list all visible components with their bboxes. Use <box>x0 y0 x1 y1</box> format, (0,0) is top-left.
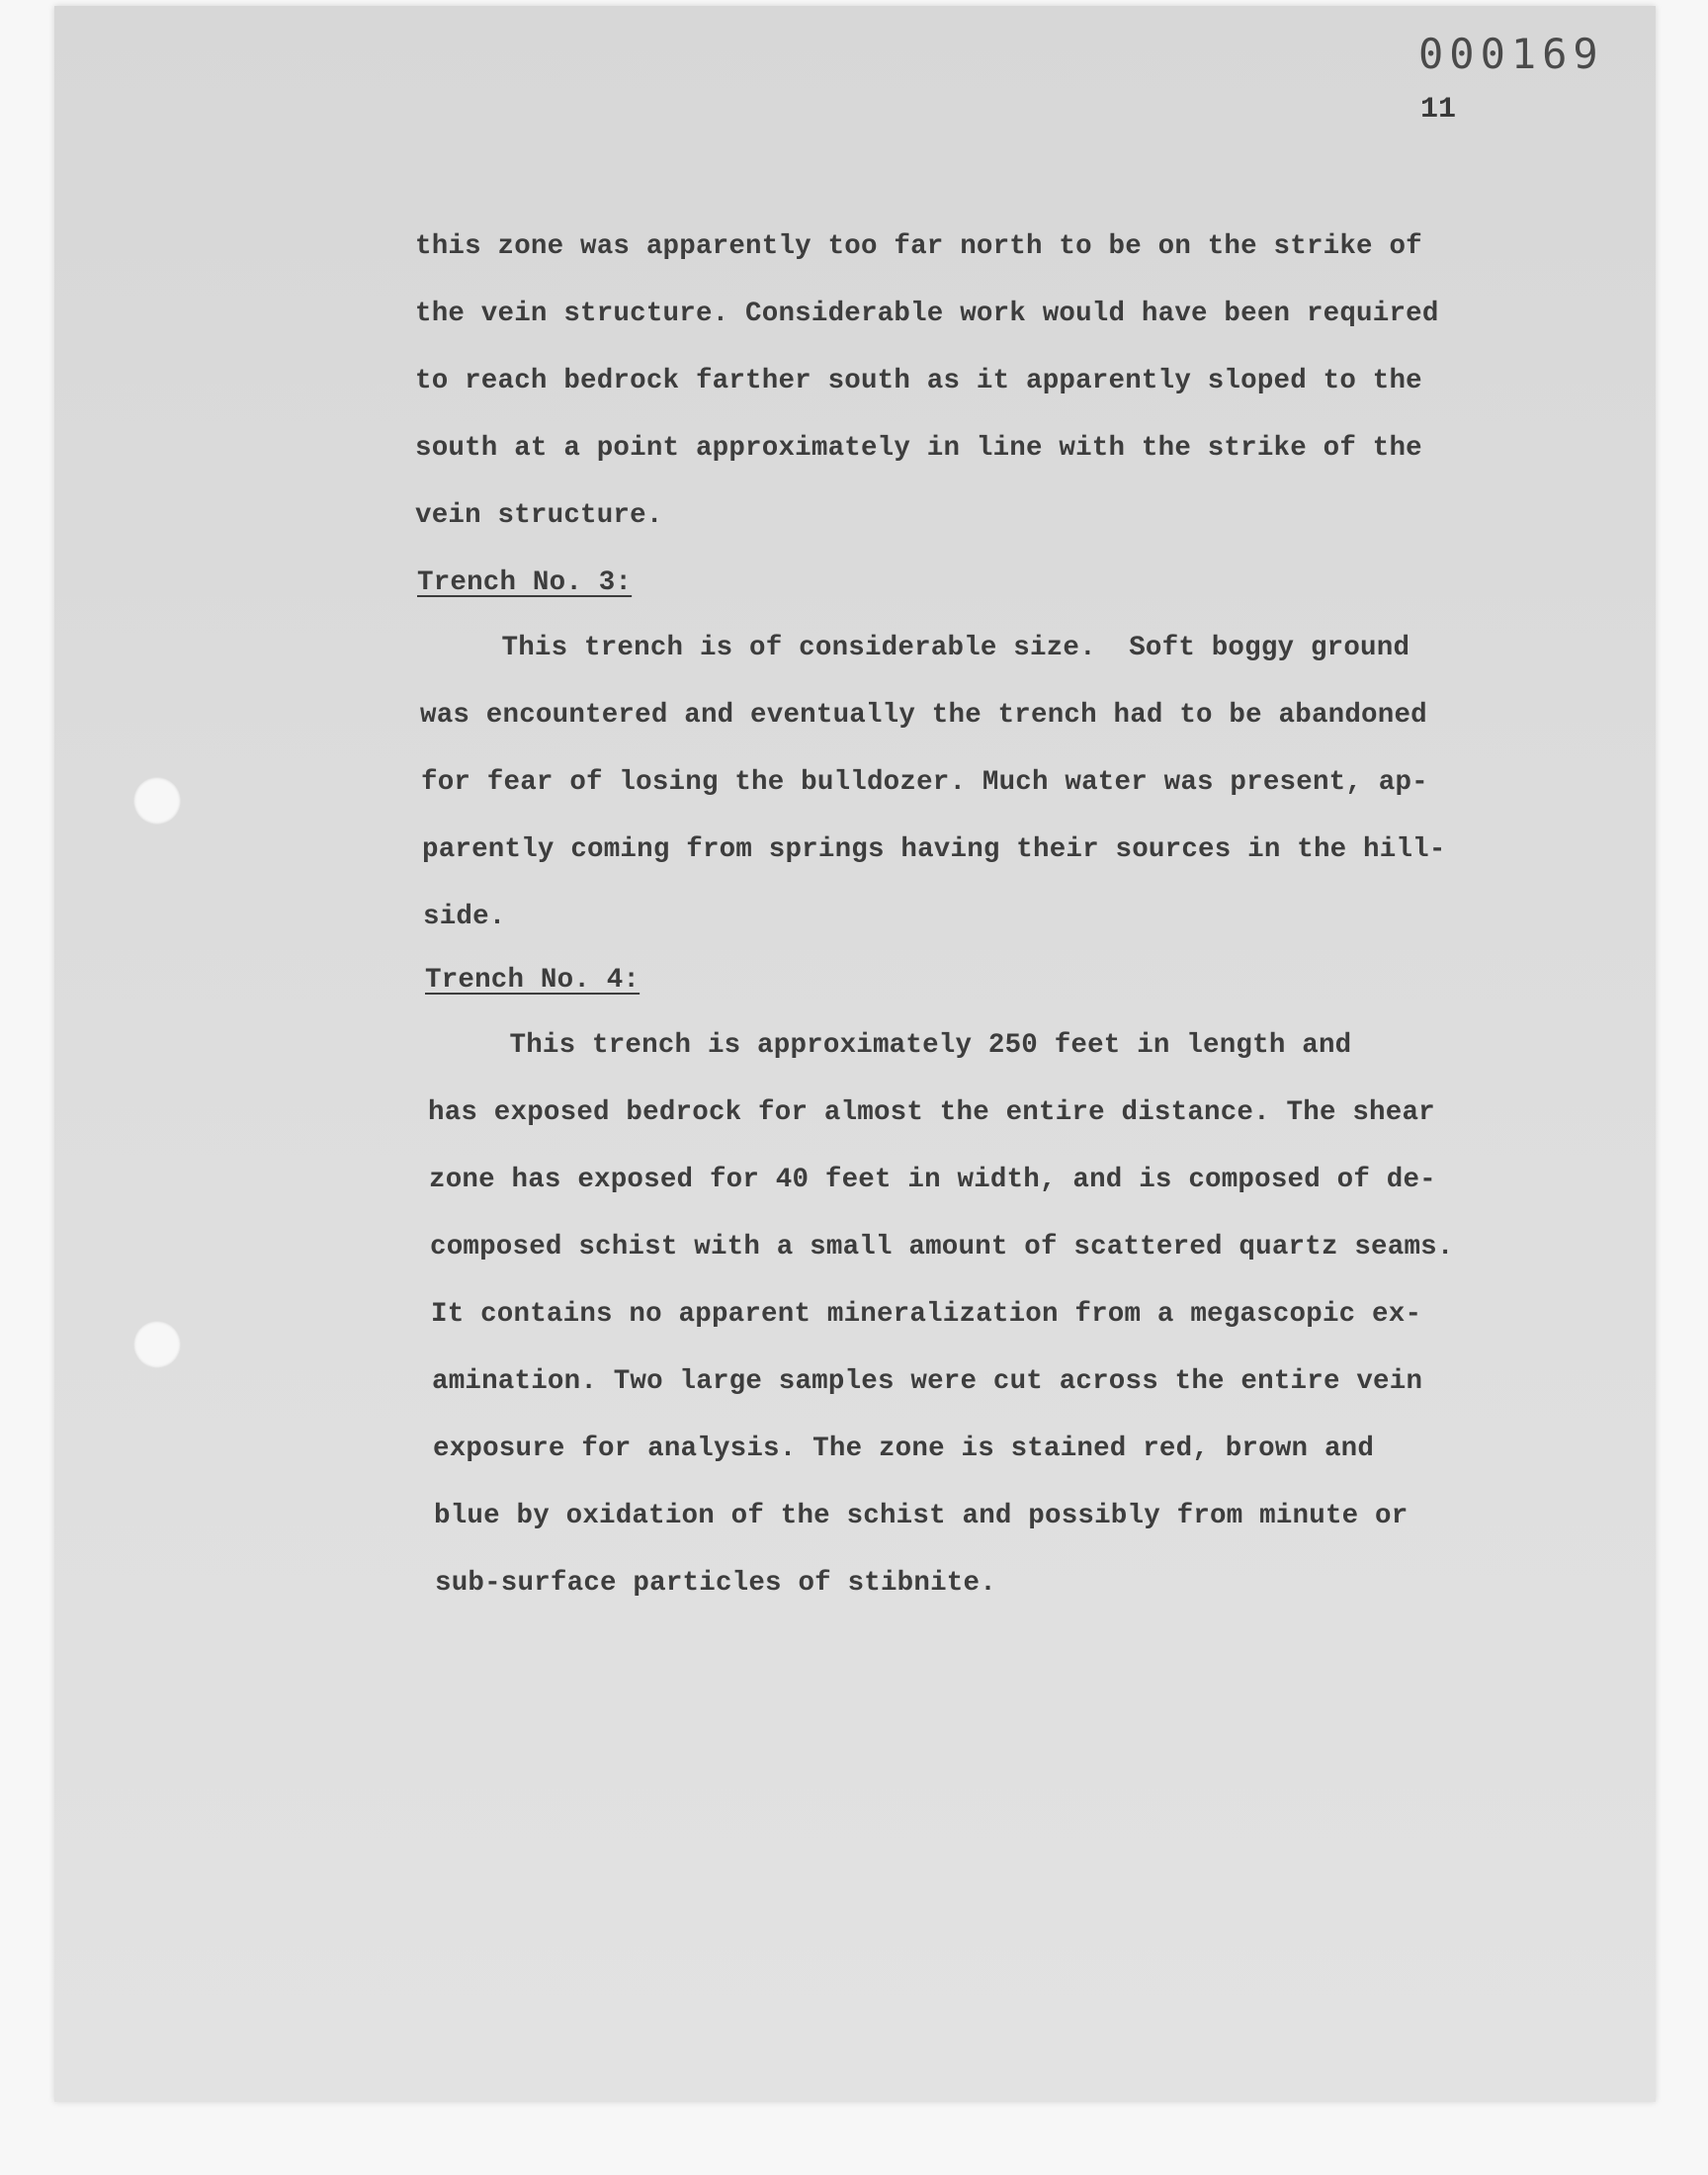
text-line: the vein structure. Considerable work would have been required <box>415 299 1439 329</box>
text-line: was encountered and eventually the trench had to be abandoned <box>420 700 1427 731</box>
text-line: amination. Two large samples were cut across the entire vein <box>432 1366 1423 1397</box>
section-heading-trench-4: Trench No. 4: <box>425 965 640 996</box>
text-line: side. <box>423 902 506 932</box>
text-line: sub-surface particles of stibnite. <box>435 1568 996 1599</box>
text-line: exposure for analysis. The zone is stained red, brown and <box>433 1434 1375 1464</box>
text-line: south at a point approximately in line with the strike of the <box>415 433 1422 464</box>
text-line: blue by oxidation of the schist and possibly from minute or <box>434 1501 1409 1531</box>
punch-hole-lower <box>133 1321 181 1368</box>
text-line: parently coming from springs having their sources in the hill- <box>422 834 1446 865</box>
text-line: to reach bedrock farther south as it apparently sloped to the <box>415 366 1422 396</box>
section-heading-trench-3: Trench No. 3: <box>417 567 633 598</box>
text-line: has exposed bedrock for almost the entire distance. The shear <box>428 1097 1435 1128</box>
text-line: zone has exposed for 40 feet in width, and is composed of de- <box>429 1165 1436 1195</box>
text-line: composed schist with a small amount of scattered quartz seams. <box>430 1232 1454 1262</box>
page-number: 11 <box>1420 93 1457 127</box>
text-line: This trench is of considerable size. Soft boggy ground <box>419 633 1410 663</box>
text-line: this zone was apparently too far north to be on the strike of <box>415 231 1422 262</box>
document-page <box>54 6 1656 2102</box>
text-line: vein structure. <box>415 500 663 531</box>
text-line: This trench is approximately 250 feet in length and <box>427 1030 1352 1061</box>
punch-hole-upper <box>133 777 181 825</box>
document-stamp-number: 000169 <box>1418 30 1604 78</box>
text-line: It contains no apparent mineralization from a megascopic ex- <box>431 1299 1422 1330</box>
text-line: for fear of losing the bulldozer. Much water was present, ap- <box>421 767 1428 798</box>
